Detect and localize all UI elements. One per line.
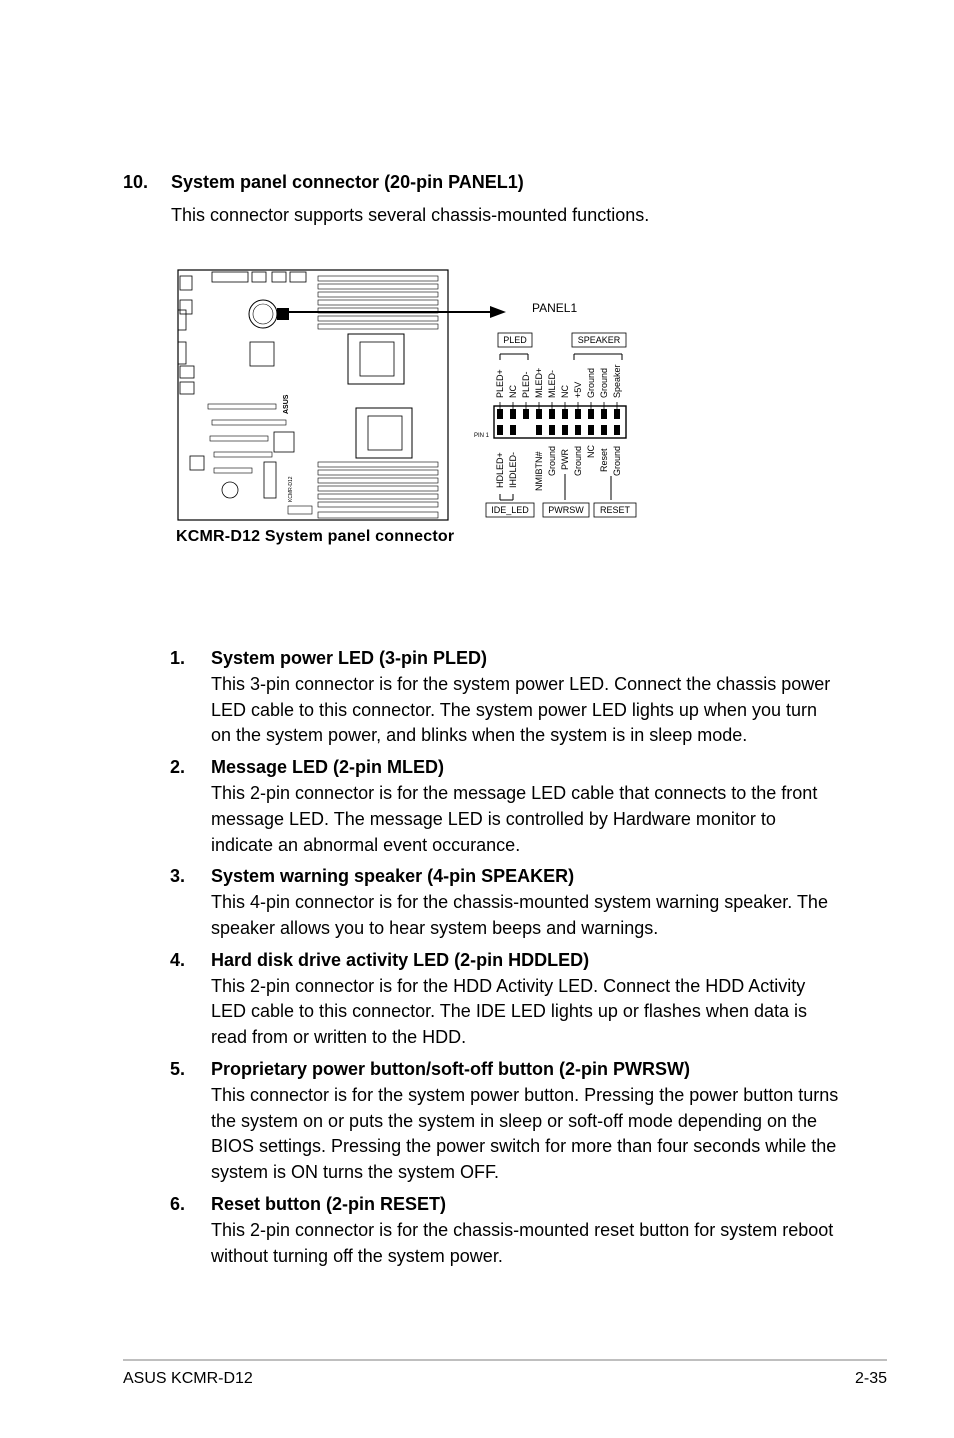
pin-label-bottom-1: HDLED+	[495, 452, 505, 488]
footer-divider	[123, 1359, 887, 1361]
list-item	[170, 1057, 840, 1186]
list-item	[170, 646, 840, 749]
pin-label-top-10: Speaker	[612, 364, 622, 398]
item-title: Message LED (2-pin MLED)	[211, 757, 445, 778]
item-body: This 4-pin connector is for the chassis-mounted system warning speaker. The speaker allows you to hear system beeps and warnings.	[211, 892, 828, 938]
pin-label-top-1: PLED+	[495, 369, 505, 398]
item-body: This 2-pin connector is for the message LED cable that connects to the front message LED. The message LED is controlled by Hardware monitor to indicate an abnormal event occurance.	[211, 782, 818, 855]
board-brand: ASUS	[283, 394, 290, 414]
arrow-head-icon	[490, 306, 506, 318]
top-pin-labels	[495, 364, 622, 398]
pin-label-top-8: Ground	[586, 367, 596, 398]
footer-product: ASUS KCMR-D12	[123, 1370, 253, 1387]
item-number: 3.	[170, 866, 186, 887]
item-body: This connector is for the system power button. Pressing the power button turns the system on or puts the system in sleep or soft-off mode depending on the BIOS settings. Pressing the power switch for more than four seconds while the system is ON turns the system OFF.	[211, 1084, 839, 1183]
pin-label-bottom-6: Ground	[573, 445, 583, 476]
item-body: This 3-pin connector is for the system power LED. Connect the chassis power LED cable to this connector. The system power LED lights up when you turn on the system power, and blinks when the system is in sleep mode.	[211, 673, 831, 746]
item-number: 4.	[170, 949, 186, 970]
panel1-label: PANEL1	[532, 301, 578, 315]
pin-label-top-2: NC	[508, 385, 518, 398]
item-number: 2.	[170, 757, 186, 778]
pin-label-top-3: PLED-	[521, 371, 531, 398]
item-title: Hard disk drive activity LED (2-pin HDDLED)	[211, 949, 590, 970]
list-item	[170, 948, 840, 1051]
group-label-pwrsw: PWRSW	[548, 505, 584, 515]
item-number: 5.	[170, 1058, 186, 1079]
connector-item-list	[170, 646, 840, 1275]
pin-label-top-5: MLED-	[547, 369, 557, 398]
section-title: System panel connector (20-pin PANEL1)	[171, 172, 524, 192]
item-body: This 2-pin connector is for the HDD Activity LED. Connect the HDD Activity LED cable to this connector. The IDE LED lights up or flashes when data is read from or written to the HDD.	[211, 975, 807, 1048]
group-label-ide-led: IDE_LED	[491, 505, 529, 515]
section-number: 10.	[123, 172, 149, 192]
motherboard-diagram	[170, 262, 650, 527]
pin-label-bottom-5: PWR	[560, 449, 570, 470]
pin-label-top-9: Ground	[599, 367, 609, 398]
pin-label-bottom-3: NMIBTN#	[534, 451, 544, 491]
group-label-reset: RESET	[599, 505, 631, 515]
board-outline	[178, 270, 448, 520]
item-title: System power LED (3-pin PLED)	[211, 648, 488, 668]
board-model: KCMR-D12	[288, 476, 294, 502]
list-item	[170, 755, 840, 858]
item-title: Proprietary power button/soft-off button (2-pin PWRSW)	[211, 1058, 690, 1079]
list-item	[170, 1192, 840, 1269]
list-item	[170, 864, 840, 941]
item-title: System warning speaker (4-pin SPEAKER)	[211, 866, 575, 887]
pin-label-bottom-8: Reset	[599, 448, 609, 472]
item-number: 6.	[170, 1193, 186, 1214]
group-label-pled: PLED	[503, 335, 527, 345]
group-label-speaker: SPEAKER	[577, 335, 621, 345]
page-number: 2-35	[854, 1370, 887, 1387]
pin1-label: PIN 1	[474, 433, 490, 439]
figure-caption: KCMR-D12 System panel connector	[176, 528, 455, 545]
section-intro: This connector supports several chassis-mounted functions.	[171, 205, 650, 225]
pin-label-bottom-2: IHDLED-	[508, 451, 518, 488]
pin-label-top-4: MLED+	[534, 367, 544, 398]
pin-header	[494, 402, 626, 438]
pin-label-top-7: +5V	[573, 381, 583, 398]
panel-connector-figure	[170, 262, 650, 532]
item-title: Reset button (2-pin RESET)	[211, 1193, 446, 1214]
item-body: This 2-pin connector is for the chassis-mounted reset button for system reboot without turning off the system power.	[211, 1219, 834, 1266]
pin-label-bottom-9: Ground	[612, 445, 622, 476]
pin-label-top-6: NC	[560, 385, 570, 398]
item-number: 1.	[170, 648, 186, 668]
bottom-pin-labels	[495, 445, 622, 491]
pin-label-bottom-4: Ground	[547, 445, 557, 476]
panel1-location	[277, 308, 289, 320]
pin-label-bottom-7: NC	[586, 445, 596, 458]
